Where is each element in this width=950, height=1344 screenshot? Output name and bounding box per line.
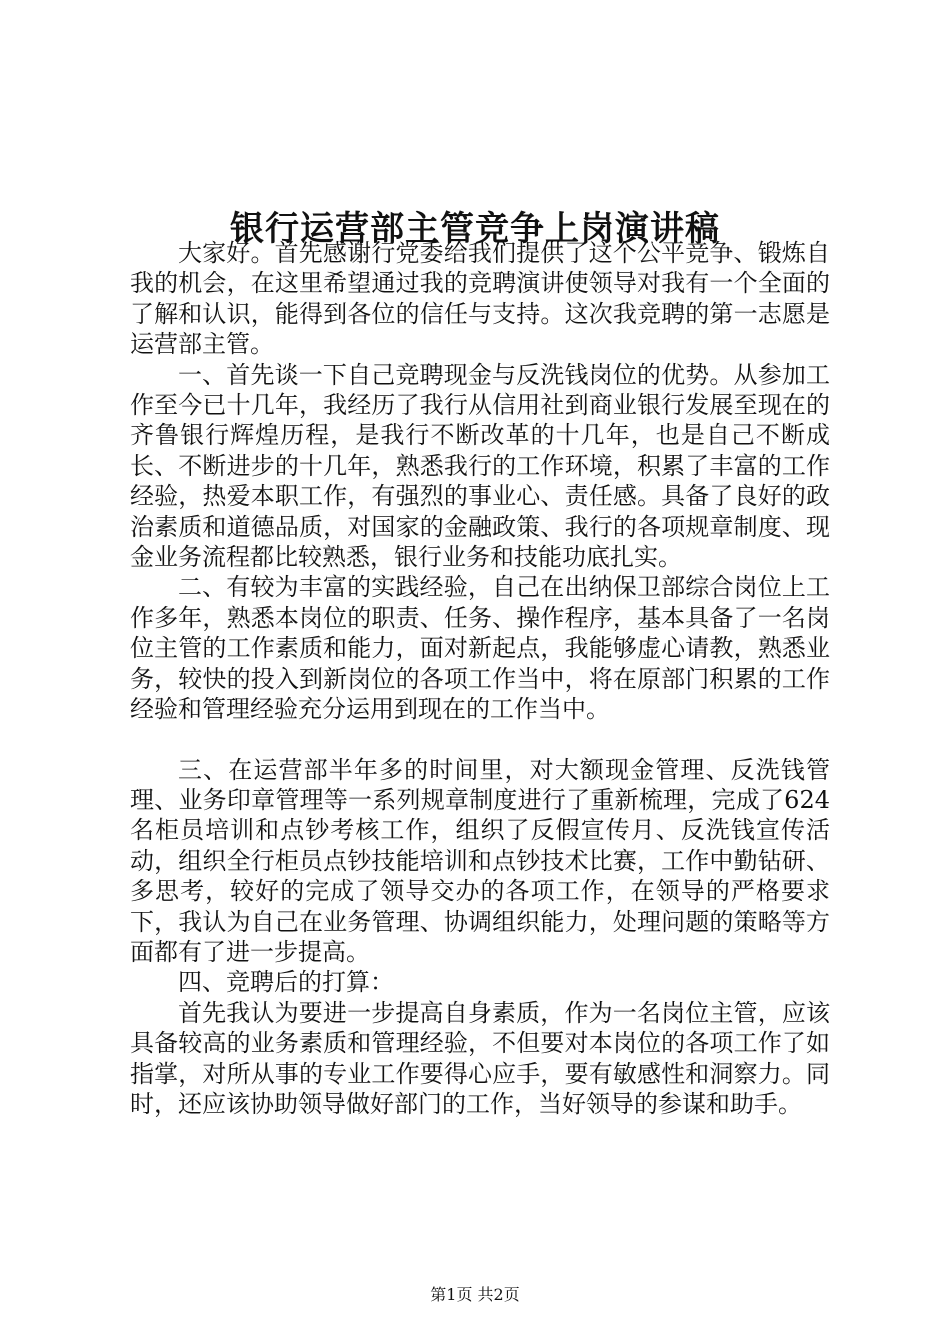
paragraph-plans: 首先我认为要进一步提高自身素质，作为一名岗位主管，应该具备较高的业务素质和管理经验，不但要对本岗位的各项工作了如指掌，对所从事的专业工作要得心应手，要有敏感性和洞察力。同时，还应该协助领导做好部门的工作，当好领导的参谋和助手。 [130,998,830,1118]
paragraph-advantages: 一、首先谈一下自己竞聘现金与反洗钱岗位的优势。从参加工作至今已十几年，我经历了我行从信用社到商业银行发展至现在的齐鲁银行辉煌历程，是我行不断改革的十几年，也是自己不断成长、不断进步的十几年，熟悉我行的工作环境，积累了丰富的工作经验，热爱本职工作，有强烈的事业心、责任感。具备了良好的政治素质和道德品质，对国家的金融政策、我行的各项规章制度、现金业务流程都比较熟悉，银行业务和技能功底扎实。 [130,360,830,572]
document-title: 银行运营部主管竞争上岗演讲稿 [230,208,720,249]
paragraph-achievements: 三、在运营部半年多的时间里，对大额现金管理、反洗钱管理、业务印章管理等一系列规章制度进行了重新梳理，完成了624名柜员培训和点钞考核工作，组织了反假宣传月、反洗钱宣传活动，组织全行柜员点钞技能培训和点钞技术比赛，工作中勤钻研、多思考，较好的完成了领导交办的各项工作，在领导的严格要求下，我认为自己在业务管理、协调组织能力，处理问题的策略等方面都有了进一步提高。 [130,755,830,966]
paragraph-plans-heading: 四、竞聘后的打算： [178,968,394,997]
document-body [130,238,830,1119]
page-footer: 第1页 共2页 [430,1285,520,1304]
paragraph-experience: 二、有较为丰富的实践经验，自己在出纳保卫部综合岗位上工作多年，熟悉本岗位的职责、任务、操作程序，基本具备了一名岗位主管的工作素质和能力，面对新起点，我能够虚心请教，熟悉业务，较快的投入到新岗位的各项工作当中，将在原部门积累的工作经验和管理经验充分运用到现在的工作当中。 [130,573,830,724]
paragraph-greeting: 大家好。首先感谢行党委给我们提供了这个公平竞争、锻炼自我的机会，在这里希望通过我的竞聘演讲使领导对我有一个全面的了解和认识，能得到各位的信任与支持。这次我竞聘的第一志愿是运营部主管。 [130,239,830,359]
